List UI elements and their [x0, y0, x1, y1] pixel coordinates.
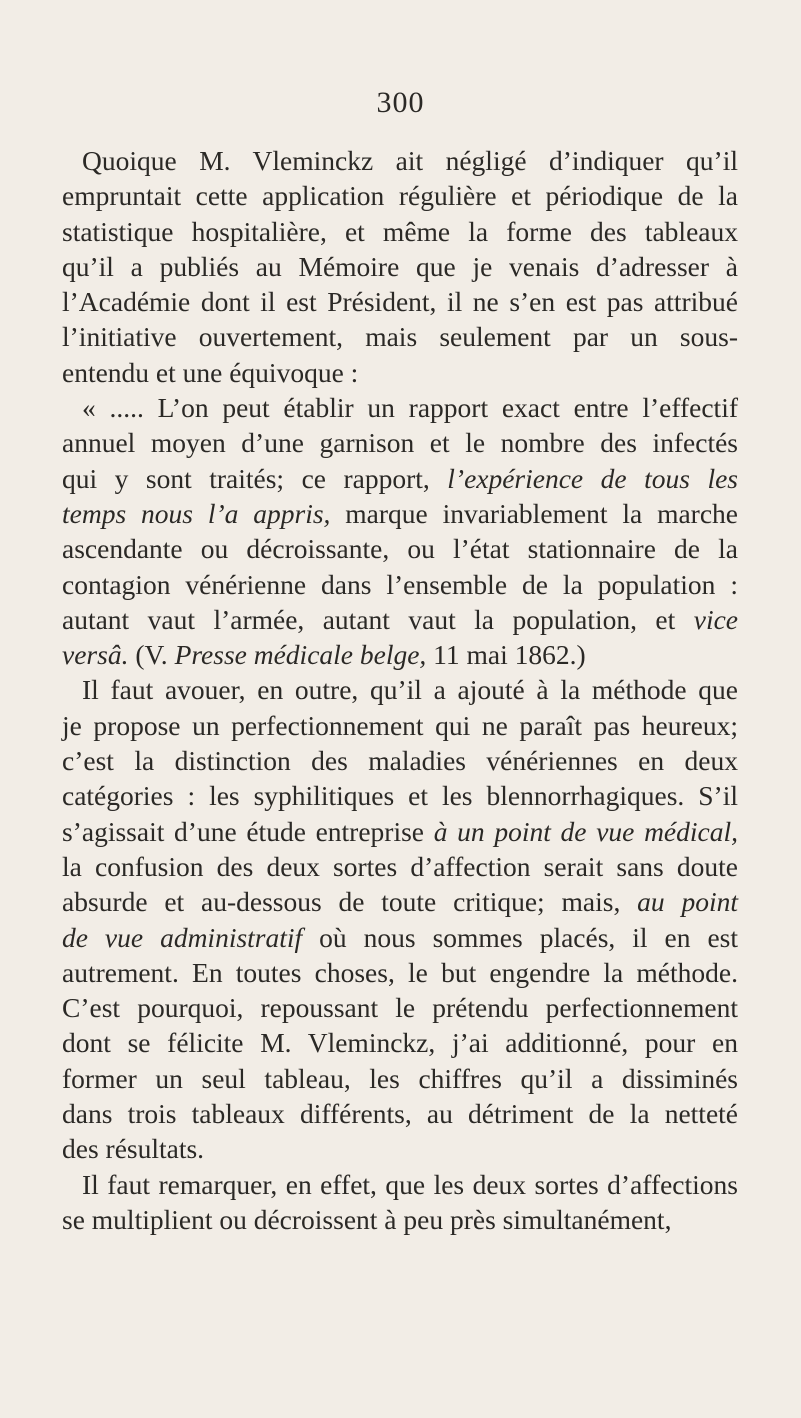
- text-segment: dans trois tableaux différents, au détriment de la netteté: [62, 1098, 738, 1130]
- page-number: 300: [376, 86, 425, 119]
- text-segment: entendu et une équivoque :: [62, 356, 359, 388]
- text-segment: ascendante ou décroissante, ou l’état stationnaire de la: [62, 533, 738, 565]
- text-line: [62, 425, 738, 460]
- text-line: [62, 319, 738, 354]
- text-line: [62, 355, 738, 390]
- text-segment: se multiplient ou décroissent à peu près simultanément,: [62, 1203, 672, 1235]
- text-line: [62, 637, 738, 672]
- text-segment: Quoique M. Vleminckz ait négligé d’indiquer qu’il: [82, 145, 738, 176]
- text-segment: contagion vénérienne dans l’ensemble de la population :: [62, 568, 738, 600]
- text-segment: empruntait cette application régulière et périodique de la: [62, 180, 738, 212]
- text-segment: former un seul tableau, les chiffres qu’il a dissiminés: [62, 1062, 738, 1094]
- text-segment: qui y sont traités; ce rapport,: [62, 462, 448, 494]
- text-line: [62, 284, 738, 319]
- italic-text: à un point de vue médical,: [433, 815, 738, 847]
- text-segment: « ..... L’on peut établir un rapport exact entre l’effectif: [82, 392, 738, 424]
- text-line: [62, 1025, 738, 1060]
- italic-text: versâ.: [62, 639, 129, 671]
- italic-text: l’expérience de tous les: [447, 462, 738, 494]
- text-line: [62, 1061, 738, 1096]
- text-segment: c’est la distinction des maladies vénériennes en deux: [62, 745, 738, 777]
- text-segment: Il faut remarquer, en effet, que les deux sortes d’affections: [82, 1168, 738, 1200]
- text-segment: marque invariablement la marche: [330, 497, 738, 529]
- text-line: [62, 849, 738, 884]
- text-segment: s’agissait d’une étude entreprise: [62, 815, 434, 847]
- text-line: [62, 708, 738, 743]
- text-line: [62, 778, 738, 813]
- text-line: [62, 214, 738, 249]
- text-segment: (V.: [128, 639, 175, 671]
- text-line: [62, 143, 738, 178]
- text-segment: des résultats.: [62, 1133, 205, 1165]
- text-line: [62, 496, 738, 531]
- body-text: [62, 143, 738, 1237]
- text-segment: annuel moyen d’une garnison et le nombre des infectés: [62, 427, 738, 459]
- italic-text: Presse médicale belge,: [174, 639, 427, 671]
- text-line: [62, 672, 738, 707]
- text-line: [62, 178, 738, 213]
- text-segment: l’initiative ouvertement, mais seulement par un sous-: [62, 321, 738, 353]
- text-line: [62, 920, 738, 955]
- text-line: [62, 1131, 738, 1166]
- text-segment: autant vaut l’armée, autant vaut la population, et: [62, 603, 694, 635]
- text-line: [62, 390, 738, 425]
- text-segment: 11 mai 1862.): [426, 639, 586, 671]
- text-line: [62, 249, 738, 284]
- text-line: [62, 602, 738, 637]
- text-segment: je propose un perfectionnement qui ne paraît pas heureux;: [62, 709, 738, 741]
- italic-text: de vue administratif: [62, 921, 303, 953]
- text-line: [62, 955, 738, 990]
- italic-text: temps nous l’a appris,: [62, 497, 331, 529]
- text-segment: statistique hospitalière, et même la forme des tableaux: [62, 215, 738, 247]
- text-segment: où nous sommes placés, il en est: [302, 921, 738, 953]
- text-segment: l’Académie dont il est Président, il ne s’en est pas attribué: [62, 286, 738, 318]
- text-segment: qu’il a publiés au Mémoire que je venais d’adresser à: [62, 250, 738, 282]
- text-line: [62, 1167, 738, 1202]
- text-segment: la confusion des deux sortes d’affection serait sans doute: [62, 850, 738, 882]
- italic-text: vice: [693, 603, 738, 635]
- text-segment: Il faut avouer, en outre, qu’il a ajouté à la méthode que: [82, 674, 738, 706]
- text-segment: catégories : les syphilitiques et les blennorrhagiques. S’il: [62, 780, 738, 812]
- text-line: [62, 990, 738, 1025]
- text-line: [62, 567, 738, 602]
- text-line: [62, 1096, 738, 1131]
- text-line: [62, 1202, 738, 1237]
- text-line: [62, 884, 738, 919]
- italic-text: au point: [637, 886, 739, 918]
- text-line: [62, 531, 738, 566]
- text-segment: autrement. En toutes choses, le but engendre la méthode.: [62, 956, 738, 988]
- text-segment: absurde et au-dessous de toute critique; mais,: [62, 886, 638, 918]
- text-line: [62, 814, 738, 849]
- text-line: [62, 743, 738, 778]
- text-segment: dont se félicite M. Vleminckz, j’ai additionné, pour en: [62, 1027, 738, 1059]
- text-segment: C’est pourquoi, repoussant le prétendu perfectionnement: [62, 992, 738, 1024]
- text-line: [62, 461, 738, 496]
